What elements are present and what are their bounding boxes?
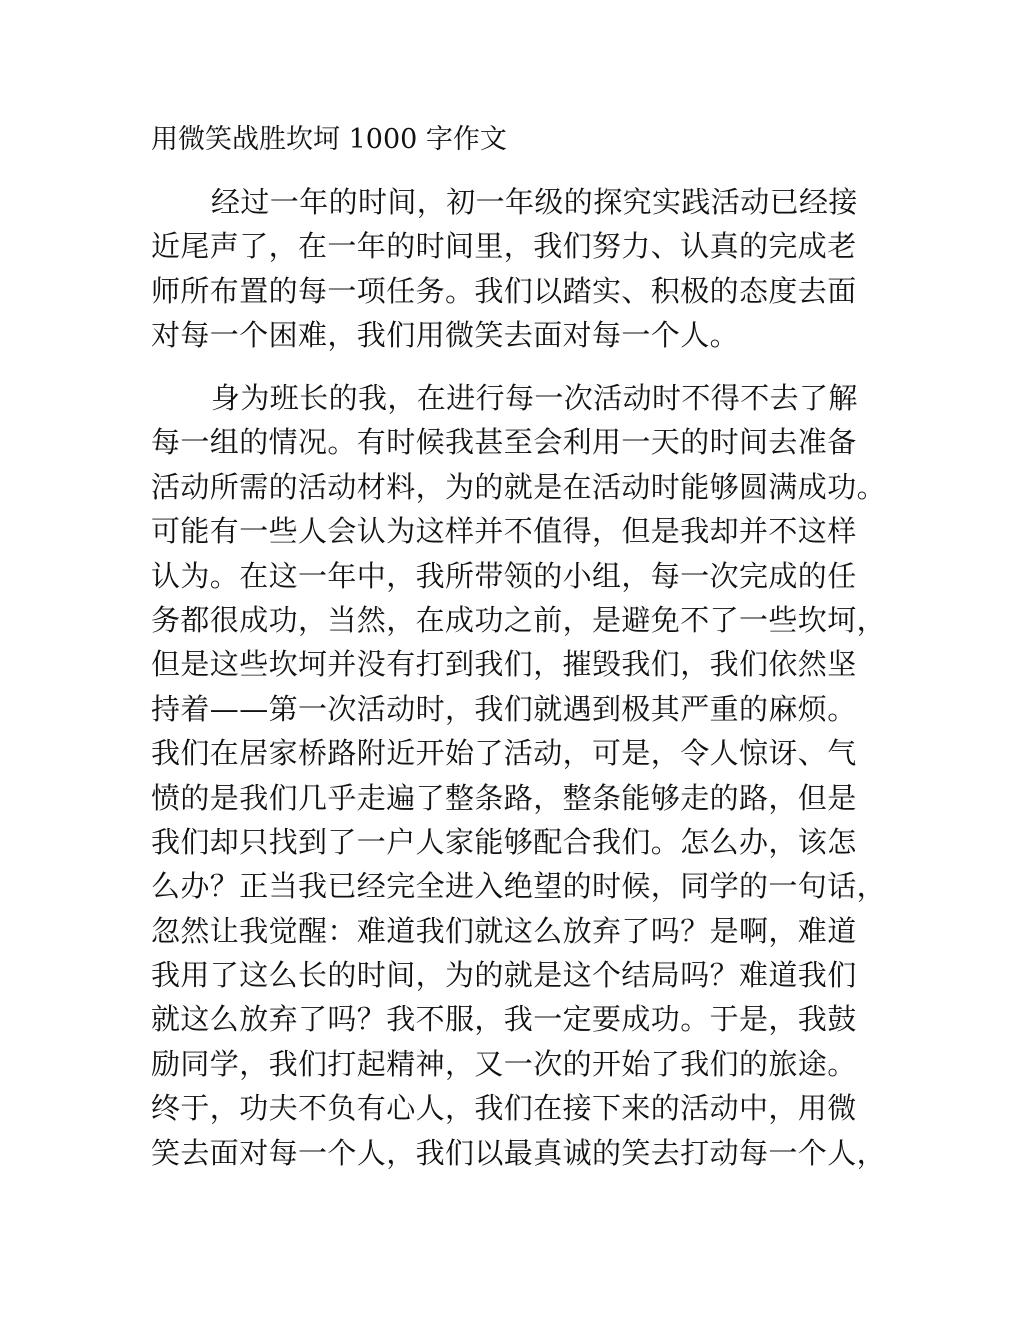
text-line: 经过一年的时间，初一年级的探究实践活动已经接 bbox=[211, 185, 858, 219]
text-line: 师所布置的每一项任务。我们以踏实、积极的态度去面 bbox=[151, 273, 857, 308]
text-line: 终于，功夫不负有心人，我们在接下来的活动中，用微 bbox=[151, 1091, 857, 1126]
text-line: 认为。在这一年中，我所带领的小组，每一次完成的任 bbox=[151, 558, 857, 593]
text-line: 身为班长的我，在进行每一次活动时不得不去了解 bbox=[211, 381, 858, 415]
text-line: 但是这些坎坷并没有打到我们，摧毁我们，我们依然坚 bbox=[151, 647, 857, 682]
document-title: 用微笑战胜坎坷 1000 字作文 bbox=[151, 124, 507, 155]
text-line: 忽然让我觉醒：难道我们就这么放弃了吗？是啊，难道 bbox=[151, 913, 857, 948]
text-line: 我用了这么长的时间，为的就是这个结局吗？难道我们 bbox=[151, 958, 857, 993]
text-line: 对每一个困难，我们用微笑去面对每一个人。 bbox=[151, 318, 740, 353]
text-line: 持着——第一次活动时，我们就遇到极其严重的麻烦。 bbox=[151, 691, 857, 726]
text-line: 我们在居家桥路附近开始了活动，可是，令人惊讶、气 bbox=[151, 736, 857, 771]
text-line: 我们却只找到了一户人家能够配合我们。怎么办，该怎 bbox=[151, 824, 857, 859]
paragraph-1 bbox=[151, 180, 883, 358]
text-line: 活动所需的活动材料，为的就是在活动时能够圆满成功。 bbox=[151, 469, 887, 504]
text-line: 笑去面对每一个人，我们以最真诚的笑去打动每一个人， bbox=[151, 1135, 887, 1170]
text-line: 务都很成功，当然，在成功之前，是避免不了一些坎坷， bbox=[151, 602, 887, 637]
text-line: 近尾声了，在一年的时间里，我们努力、认真的完成老 bbox=[151, 229, 857, 264]
text-line: 么办？正当我已经完全进入绝望的时候，同学的一句话， bbox=[151, 869, 887, 904]
text-line: 就这么放弃了吗？我不服，我一定要成功。于是，我鼓 bbox=[151, 1002, 857, 1037]
text-line: 愤的是我们几乎走遍了整条路，整条能够走的路，但是 bbox=[151, 780, 857, 815]
text-line: 可能有一些人会认为这样并不值得，但是我却并不这样 bbox=[151, 514, 857, 549]
text-line: 励同学，我们打起精神，又一次的开始了我们的旅途。 bbox=[151, 1046, 857, 1081]
text-line: 每一组的情况。有时候我甚至会利用一天的时间去准备 bbox=[151, 425, 857, 460]
paragraph-2 bbox=[151, 376, 887, 1175]
